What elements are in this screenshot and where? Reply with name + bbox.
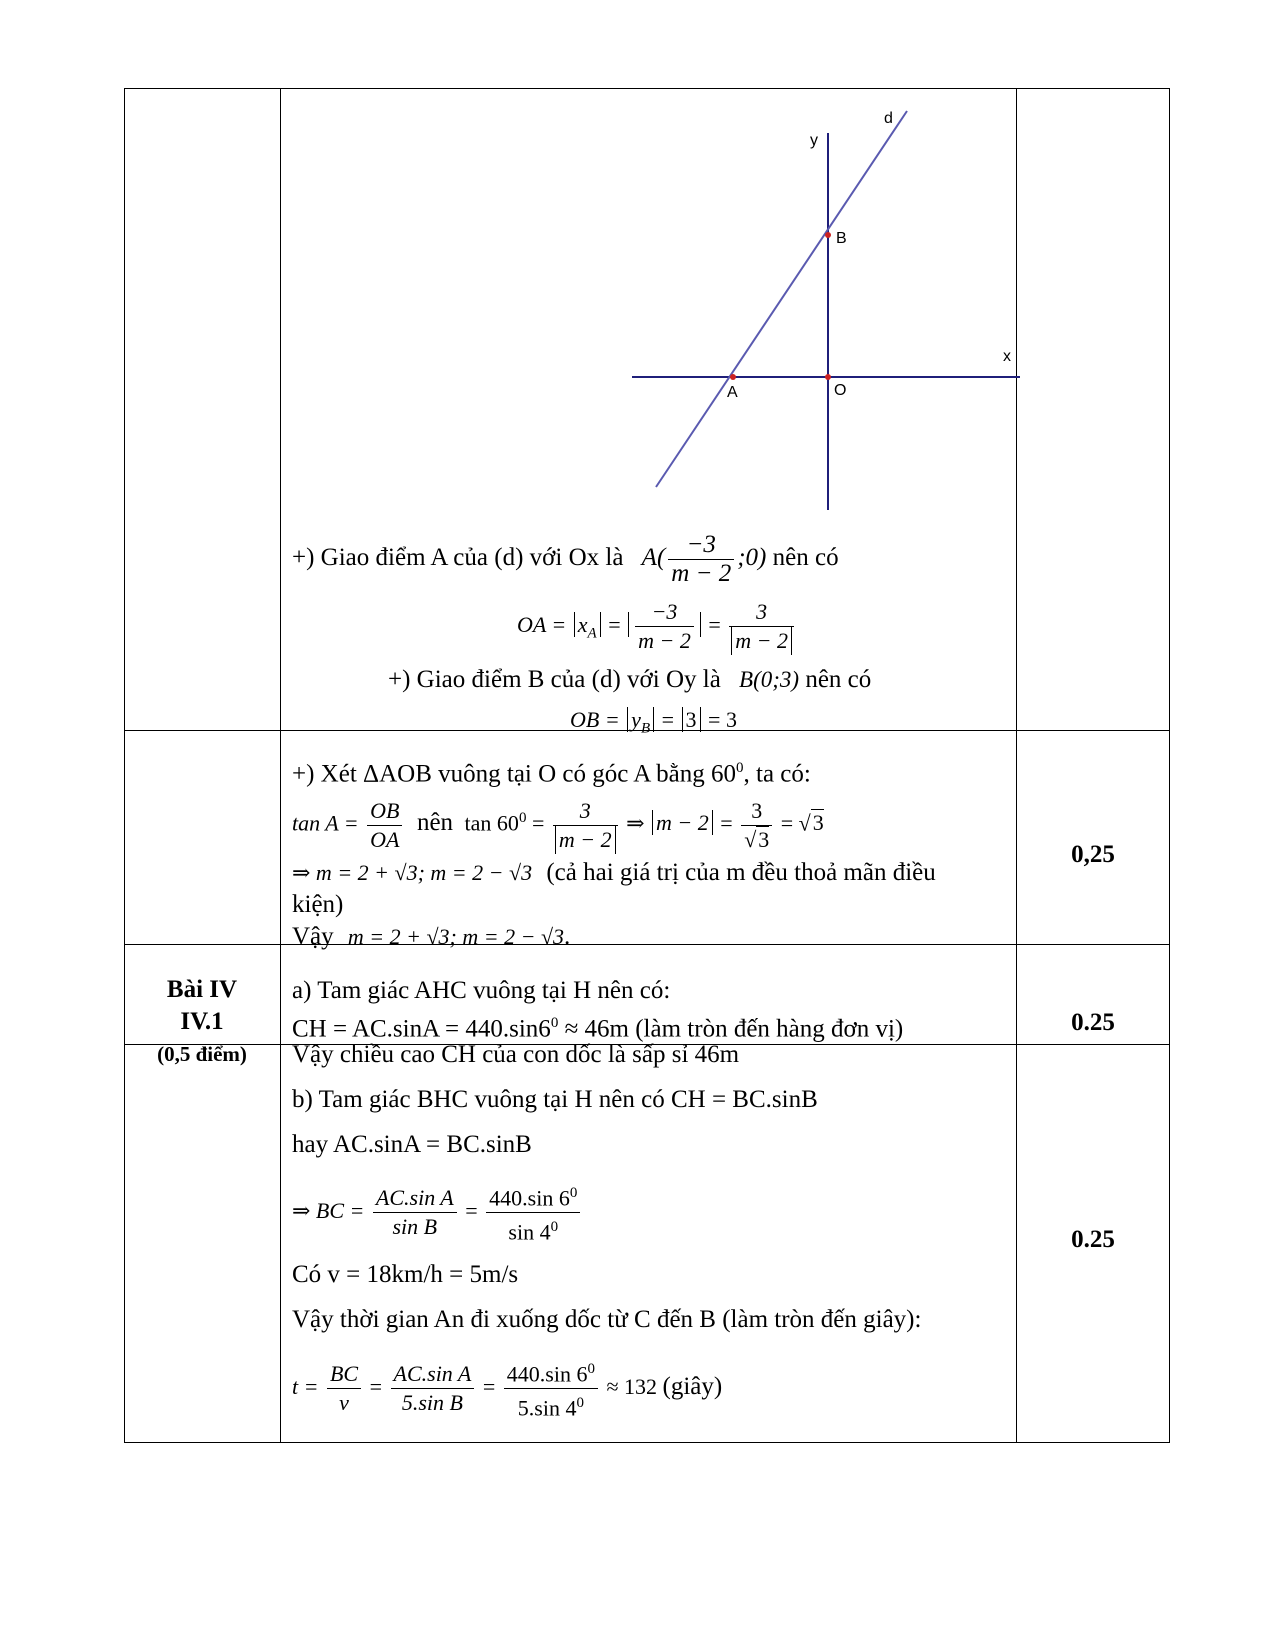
math: t =	[292, 1374, 319, 1399]
superscript: 0	[576, 1395, 584, 1412]
column-divider	[280, 89, 281, 1442]
sqrt: 3	[812, 810, 824, 836]
text: 440.sin 6	[506, 1361, 588, 1387]
numerator: 3	[741, 797, 772, 826]
fraction	[367, 797, 402, 854]
row4-t-formula: t = $\frac{BC}{v}$ = $\frac{\text{AC.sin A}}{\text{5.sin B}}$ = $\frac{440.\sin 6^0}{5.\sin 4^0}$ ≈ 132 (giây)	[292, 1352, 722, 1422]
label-d: d	[884, 110, 893, 127]
row3-line3: Vậy chiều cao CH của con dốc là sấp sỉ 46m	[292, 1041, 740, 1068]
section-title: Bài IV	[166, 976, 238, 1003]
denominator	[504, 1389, 598, 1422]
text: +) Giao điểm A của (d) với Ox là	[292, 544, 624, 571]
text: nên có	[772, 544, 839, 571]
label-B: B	[836, 230, 847, 247]
text: , ta có:	[743, 760, 811, 788]
text: CH = AC.sinA = 440.sin6	[292, 1015, 551, 1043]
fraction	[668, 531, 734, 588]
point-B	[825, 232, 831, 238]
math: ⇒ m = 2 + √3; m = 2 − √3	[292, 860, 533, 885]
row4-score: 0.25	[1071, 1226, 1115, 1253]
row2-line3	[292, 858, 936, 888]
subscript: A	[587, 625, 597, 642]
denominator	[486, 1213, 580, 1246]
row2-line1	[292, 753, 811, 789]
text: +) Xét ΔAOB vuông tại O có góc A bằng 60	[292, 760, 737, 788]
fraction	[486, 1179, 580, 1247]
denominator: sin B	[392, 1214, 438, 1240]
denominator: 5.sin B	[401, 1390, 463, 1416]
text: +) Giao điểm B của (d) với Oy là	[388, 666, 721, 693]
sqrt: 3	[758, 826, 770, 852]
numerator: 3	[553, 797, 618, 826]
fraction	[391, 1360, 475, 1417]
math: OA =	[517, 612, 567, 637]
fraction	[729, 598, 794, 655]
denominator: m − 2	[638, 628, 691, 654]
numerator	[504, 1355, 598, 1389]
label-y: y	[810, 132, 818, 149]
math: ;0)	[737, 544, 767, 571]
superscript: 0	[518, 810, 527, 826]
math: y	[631, 707, 641, 732]
row4-line2: hay AC.sinA = BC.sinB	[292, 1131, 532, 1158]
superscript: 0	[736, 760, 744, 776]
superscript: 0	[550, 1219, 559, 1236]
abs	[628, 599, 701, 654]
coordinate-figure	[620, 105, 1040, 515]
numerator: BC	[327, 1360, 361, 1389]
row4-line4: Có v = 18km/h = 5m/s	[292, 1261, 519, 1288]
fraction	[635, 598, 694, 655]
math: B(0;3)	[739, 667, 800, 692]
superscript: 0	[550, 1015, 559, 1031]
row2-line4: kiện)	[292, 891, 344, 918]
numerator: OB	[367, 797, 402, 826]
row2-score: 0,25	[1071, 841, 1115, 868]
fraction	[741, 797, 772, 854]
math: ≈ 132	[606, 1374, 658, 1399]
numerator: AC.sin A	[373, 1184, 457, 1213]
text: Vậy	[292, 923, 334, 950]
label-O: O	[834, 382, 847, 399]
row4-line5: Vậy thời gian An đi xuống dốc từ C đến B (làm tròn đến giây):	[292, 1306, 922, 1333]
row2-tan-formula: tan A = $\frac{OB}{OA}$ nên $\tan 60^0$ = $\frac{3}{m - 2}$ ⇒ m − 2 = $\frac{3}{√3}$ = √3	[292, 797, 824, 852]
text: (giây)	[662, 1373, 723, 1400]
text: 440.sin 6	[489, 1185, 570, 1211]
abs	[574, 612, 601, 642]
text: (cả hai giá trị của m đều thoả mãn điều	[546, 859, 936, 886]
text: nên có	[805, 666, 872, 693]
denominator: √3	[744, 826, 770, 852]
row3-score: 0.25	[1071, 1009, 1115, 1036]
row4-bc-formula: ⇒ BC = $\frac{\text{AC.sin A}}{\text{sin B}}$ = $\frac{440.\sin 6^0}{\sin 4^0}$	[292, 1176, 583, 1246]
numerator: 3	[729, 598, 794, 627]
fraction	[373, 1184, 457, 1241]
denominator: m − 2	[671, 559, 732, 587]
math: ⇒ BC =	[292, 1198, 365, 1223]
label-A: A	[727, 384, 738, 401]
numerator: −3	[668, 531, 734, 560]
row2-line5: Vậy m = 2 + √3; m = 2 − √3.	[292, 923, 571, 950]
row3-line1: a) Tam giác AHC vuông tại H nên có:	[292, 977, 671, 1004]
abs: 3	[682, 707, 701, 732]
point-O	[825, 374, 831, 380]
denominator: m − 2	[731, 627, 792, 655]
abs: m − 2	[652, 810, 713, 835]
row-divider	[125, 944, 1169, 945]
row1-line1	[292, 528, 839, 588]
math: = 3	[708, 707, 737, 732]
subscript: B	[640, 720, 651, 737]
row1-ob-formula: OB = $y_B = 3 = 3$	[570, 707, 737, 737]
section-points: (0,5 điểm)	[157, 1042, 247, 1066]
section-number: IV.1	[180, 1008, 224, 1035]
row3-line2	[292, 1008, 903, 1044]
math: A(	[641, 544, 666, 571]
text: ≈ 46m (làm tròn đến hàng đơn vị)	[558, 1015, 904, 1043]
math: OB =	[570, 707, 620, 732]
math: m = 2 + √3; m = 2 − √3	[347, 924, 565, 949]
line-d	[656, 111, 907, 487]
row4-line1: b) Tam giác BHC vuông tại H nên có CH = BC.sinB	[292, 1086, 818, 1113]
label-x: x	[1003, 348, 1011, 365]
denominator: OA	[370, 826, 400, 852]
fraction	[327, 1360, 361, 1417]
math: x	[577, 612, 588, 637]
numerator	[486, 1179, 580, 1213]
text: nên	[416, 809, 454, 837]
row1-line3	[388, 665, 871, 695]
numerator: −3	[635, 598, 694, 627]
denominator: m − 2	[555, 826, 616, 854]
superscript: 0	[569, 1185, 578, 1202]
row1-oa-formula: OA = $x_A$ = $\frac{-3}{m - 2}$ = $\frac{3}{m - 2}$	[517, 593, 797, 657]
abs	[627, 707, 654, 737]
superscript: 0	[587, 1361, 595, 1378]
denominator: v	[339, 1390, 349, 1416]
math: tan 60	[464, 810, 519, 836]
text: 5.sin 4	[517, 1395, 577, 1421]
math: tan A =	[292, 810, 359, 836]
numerator: AC.sin A	[391, 1360, 475, 1389]
fraction	[504, 1355, 598, 1423]
text: sin 4	[508, 1219, 551, 1245]
math: ⇒	[626, 810, 645, 836]
fraction	[553, 797, 618, 854]
point-A	[730, 374, 736, 380]
